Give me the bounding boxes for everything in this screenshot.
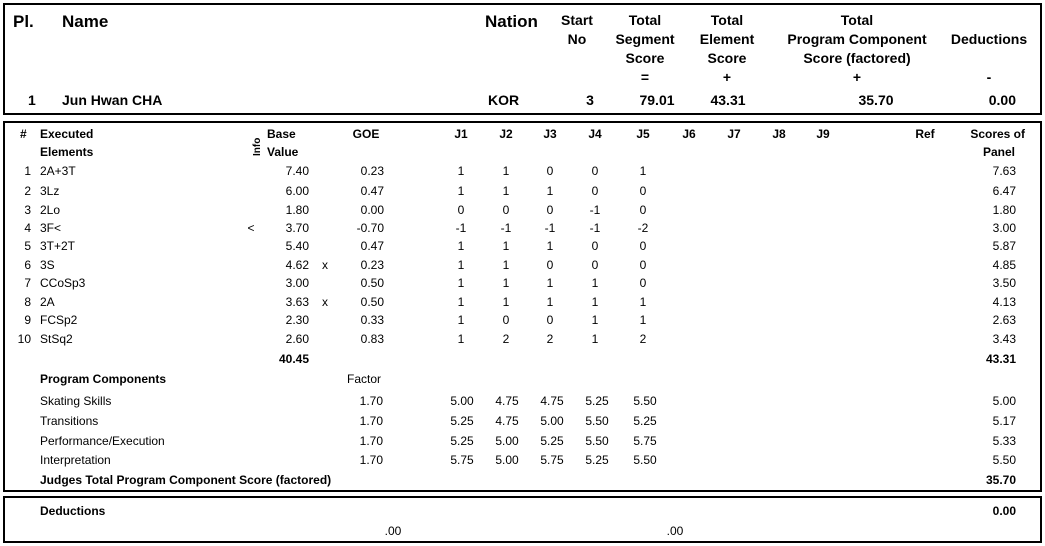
component-judge: 5.00 [495, 434, 519, 448]
component-judge: 5.00 [540, 414, 564, 428]
element-judge: 1 [502, 164, 510, 178]
deductions-total: 0.00 [992, 504, 1016, 518]
element-judge: 1 [591, 276, 599, 290]
element-judge: 1 [546, 295, 554, 309]
element-name: 3F< [40, 221, 62, 235]
base-total: 40.45 [278, 352, 309, 366]
element-x-mark: x [322, 295, 328, 309]
element-judge: 0 [546, 164, 554, 178]
element-base: 2.60 [285, 332, 309, 346]
element-judge: 0 [591, 184, 599, 198]
element-judge: 1 [502, 295, 510, 309]
header-nation: Nation [485, 12, 538, 31]
skater-rank: 1 [28, 92, 36, 108]
element-name: CCoSp3 [40, 276, 86, 290]
skater-tes: 43.31 [710, 92, 746, 108]
components-title: Program Components [40, 372, 167, 386]
col-num: # [20, 127, 27, 141]
component-judge: 4.75 [495, 414, 519, 428]
deductions-value: .00 [666, 524, 684, 538]
element-base: 7.40 [285, 164, 309, 178]
col-judge: J1 [454, 127, 468, 141]
col-panel: Scores of [970, 127, 1025, 141]
deductions-value: .00 [384, 524, 402, 538]
component-judge: 5.25 [585, 453, 609, 467]
element-panel: 1.80 [992, 203, 1016, 217]
element-judge: -1 [589, 203, 601, 217]
element-num: 10 [17, 332, 31, 346]
component-panel: 5.50 [992, 453, 1016, 467]
element-goe: 0.23 [360, 164, 384, 178]
component-judge: 4.75 [495, 394, 519, 408]
component-name: Transitions [40, 414, 99, 428]
col-info: Info [252, 137, 263, 156]
element-j1: 1 [457, 313, 465, 327]
element-goe: 0.50 [360, 295, 384, 309]
element-num: 7 [24, 276, 31, 290]
col-goe: GOE [352, 127, 380, 141]
element-base: 2.30 [285, 313, 309, 327]
element-judge: 0 [639, 239, 647, 253]
element-judge: 1 [502, 184, 510, 198]
element-base: 5.40 [285, 239, 309, 253]
element-base: 6.00 [285, 184, 309, 198]
panel-total: 43.31 [985, 352, 1016, 366]
element-judge: 1 [546, 276, 554, 290]
component-panel: 5.00 [992, 394, 1016, 408]
component-judge: 5.00 [450, 394, 474, 408]
component-judge: 5.50 [633, 453, 657, 467]
element-judge: -1 [589, 221, 601, 235]
element-panel: 3.50 [992, 276, 1016, 290]
element-num: 2 [24, 184, 31, 198]
header-tes-line: Total [710, 12, 744, 28]
component-panel: 5.33 [992, 434, 1016, 448]
header-ded-line: - [986, 69, 992, 85]
header-ded-line: Deductions [950, 31, 1028, 47]
components-total-label: Judges Total Program Component Score (factored) [40, 473, 332, 487]
header-pcs-line: Score (factored) [803, 50, 911, 66]
component-judge: 5.25 [450, 414, 474, 428]
element-judge: 1 [502, 276, 510, 290]
element-goe: 0.50 [360, 276, 384, 290]
col-executed: Elements [40, 145, 94, 159]
element-name: 2A [40, 295, 55, 309]
header-tss-line: = [640, 69, 650, 85]
element-judge: 1 [639, 295, 647, 309]
element-judge: 0 [639, 276, 647, 290]
element-name: 3T+2T [40, 239, 76, 253]
component-factor: 1.70 [359, 453, 383, 467]
element-j1: 1 [457, 184, 465, 198]
header-tss-line: Score [625, 50, 665, 66]
component-judge: 5.75 [450, 453, 474, 467]
col-judge: J5 [636, 127, 650, 141]
element-panel: 3.00 [992, 221, 1016, 235]
element-num: 3 [24, 203, 31, 217]
element-goe: 0.47 [360, 184, 384, 198]
component-factor: 1.70 [359, 414, 383, 428]
component-name: Skating Skills [40, 394, 112, 408]
element-goe: 0.00 [360, 203, 384, 217]
header-tes-line: Element [699, 31, 755, 47]
component-judge: 5.25 [540, 434, 564, 448]
element-j1: 0 [457, 203, 465, 217]
header-pcs-line: + [852, 69, 862, 85]
component-judge: 5.00 [495, 453, 519, 467]
element-judge: 0 [502, 313, 510, 327]
col-ref: Ref [915, 127, 935, 141]
element-panel: 2.63 [992, 313, 1016, 327]
element-judge: -2 [637, 221, 649, 235]
element-judge: 0 [546, 258, 554, 272]
element-judge: 0 [591, 258, 599, 272]
header-pcs-line: Program Component [787, 31, 927, 47]
element-x-mark: x [322, 258, 328, 272]
element-num: 5 [24, 239, 31, 253]
col-judge: J4 [588, 127, 602, 141]
col-judge: J7 [727, 127, 741, 141]
element-j1: 1 [457, 258, 465, 272]
element-judge: 1 [502, 258, 510, 272]
component-name: Interpretation [40, 453, 111, 467]
element-num: 4 [24, 221, 31, 235]
element-judge: 1 [639, 164, 647, 178]
col-judge: J9 [816, 127, 830, 141]
element-panel: 7.63 [992, 164, 1016, 178]
header-start_no-line: No [567, 31, 587, 47]
element-panel: 4.13 [992, 295, 1016, 309]
element-base: 3.63 [285, 295, 309, 309]
components-total: 35.70 [985, 473, 1016, 487]
element-name: StSq2 [40, 332, 73, 346]
element-j1: -1 [455, 221, 467, 235]
header-pl: Pl. [13, 12, 34, 31]
element-name: FCSp2 [40, 313, 78, 327]
col-panel: Panel [982, 145, 1015, 159]
element-judge: 1 [591, 332, 599, 346]
element-goe: 0.83 [360, 332, 384, 346]
element-panel: 6.47 [992, 184, 1016, 198]
element-j1: 1 [457, 295, 465, 309]
col-judge: J6 [682, 127, 696, 141]
component-judge: 4.75 [540, 394, 564, 408]
element-judge: 0 [591, 164, 599, 178]
col-base: Base [267, 127, 296, 141]
col-judge: J2 [499, 127, 513, 141]
element-judge: 0 [639, 184, 647, 198]
element-judge: 0 [639, 258, 647, 272]
header-tss-line: Segment [615, 31, 675, 47]
element-panel: 5.87 [992, 239, 1016, 253]
element-judge: 2 [546, 332, 554, 346]
element-judge: 0 [502, 203, 510, 217]
element-judge: 2 [639, 332, 647, 346]
header-tes-line: Score [707, 50, 747, 66]
col-judge: J8 [772, 127, 786, 141]
col-base: Value [267, 145, 299, 159]
element-judge: 2 [502, 332, 510, 346]
element-judge: 1 [546, 239, 554, 253]
element-judge: 0 [591, 239, 599, 253]
element-judge: -1 [544, 221, 556, 235]
element-name: 3Lz [40, 184, 60, 198]
element-judge: 0 [546, 313, 554, 327]
header-pcs-line: Total [840, 12, 874, 28]
component-factor: 1.70 [359, 434, 383, 448]
element-panel: 4.85 [992, 258, 1016, 272]
element-num: 1 [24, 164, 31, 178]
components-factor-label: Factor [347, 372, 382, 386]
element-num: 9 [24, 313, 31, 327]
element-info: < [247, 221, 255, 235]
component-judge: 5.25 [633, 414, 657, 428]
component-judge: 5.50 [633, 394, 657, 408]
element-name: 2A+3T [40, 164, 76, 178]
element-num: 6 [24, 258, 31, 272]
element-num: 8 [24, 295, 31, 309]
skater-ded: 0.00 [988, 92, 1016, 108]
skater-tss: 79.01 [639, 92, 675, 108]
element-j1: 1 [457, 239, 465, 253]
element-judge: 0 [639, 203, 647, 217]
element-goe: -0.70 [356, 221, 384, 235]
skater-pcs: 35.70 [858, 92, 894, 108]
element-goe: 0.33 [360, 313, 384, 327]
element-j1: 1 [457, 276, 465, 290]
element-judge: 1 [502, 239, 510, 253]
component-judge: 5.50 [585, 414, 609, 428]
element-base: 1.80 [285, 203, 309, 217]
header-tes-line: + [722, 69, 732, 85]
skater-start-no: 3 [586, 92, 594, 108]
element-judge: 0 [546, 203, 554, 217]
element-j1: 1 [457, 164, 465, 178]
element-judge: 1 [639, 313, 647, 327]
component-judge: 5.50 [585, 434, 609, 448]
element-judge: -1 [500, 221, 512, 235]
col-executed: Executed [40, 127, 94, 141]
component-panel: 5.17 [992, 414, 1016, 428]
component-name: Performance/Execution [40, 434, 165, 448]
header-start_no-line: Start [561, 12, 593, 28]
element-panel: 3.43 [992, 332, 1016, 346]
element-name: 2Lo [40, 203, 61, 217]
deductions-box [3, 496, 1042, 543]
header-tss-line: Total [628, 12, 662, 28]
element-goe: 0.23 [360, 258, 384, 272]
skater-nation: KOR [488, 92, 520, 108]
element-base: 3.70 [285, 221, 309, 235]
element-base: 3.00 [285, 276, 309, 290]
element-judge: 1 [546, 184, 554, 198]
element-goe: 0.47 [360, 239, 384, 253]
header-name: Name [62, 12, 109, 31]
component-judge: 5.75 [633, 434, 657, 448]
component-judge: 5.25 [450, 434, 474, 448]
element-name: 3S [40, 258, 55, 272]
component-judge: 5.25 [585, 394, 609, 408]
component-factor: 1.70 [359, 394, 383, 408]
col-judge: J3 [543, 127, 557, 141]
element-base: 4.62 [285, 258, 309, 272]
element-judge: 1 [591, 295, 599, 309]
element-j1: 1 [457, 332, 465, 346]
component-judge: 5.75 [540, 453, 564, 467]
deductions-label: Deductions [40, 504, 106, 518]
element-judge: 1 [591, 313, 599, 327]
skater-name: Jun Hwan CHA [62, 92, 163, 108]
